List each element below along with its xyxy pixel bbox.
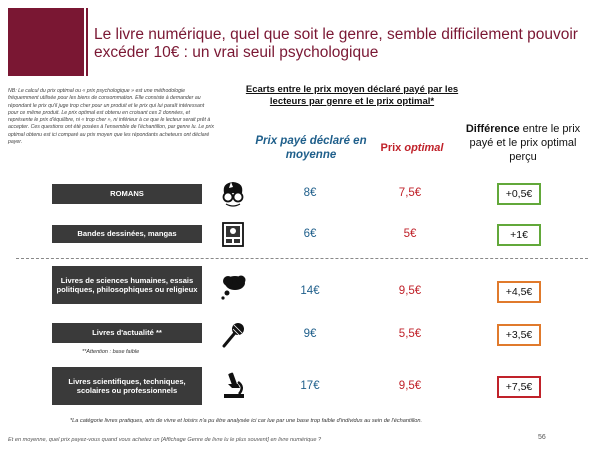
optimal-price-value: 9,5€ <box>398 380 422 392</box>
title-accent-rule <box>86 8 88 76</box>
source-question: Et en moyenne, quel prix payez-vous quand vous achetez un [Affichage Genre de livre lu le plus souvent] en livre numérique ? <box>8 437 322 443</box>
optimal-price-value: 7,5€ <box>398 187 422 199</box>
attention-note: **Attention : base faible <box>82 349 140 355</box>
column-header-paid-price: Prix payé déclaré en moyenne <box>255 135 367 161</box>
optimal-price-value: 9,5€ <box>398 285 422 297</box>
paid-price-value: 17€ <box>300 380 320 392</box>
comic-book-icon <box>218 219 248 249</box>
category-current-affairs: Livres d'actualité ** <box>52 323 202 343</box>
difference-value: +7,5€ <box>497 376 541 398</box>
title-accent-block <box>8 8 84 76</box>
wizard-glasses-icon <box>218 179 248 209</box>
microscope-icon <box>218 370 248 400</box>
footnote: *La catégorie livres pratiques, arts de vivre et loisirs n'a pu être analysée ici car lue par une base trop faible d'individus au sein de l'échantillon. <box>70 418 423 424</box>
paid-price-value: 9€ <box>303 328 317 340</box>
difference-value: +1€ <box>497 224 541 246</box>
difference-value: +3,5€ <box>497 324 541 346</box>
column-header-optimal-price <box>372 141 452 155</box>
column-header-difference <box>464 122 582 164</box>
paid-price-value: 14€ <box>300 285 320 297</box>
difference-label: Différence <box>465 123 520 135</box>
difference-rest: entre le prix payé et le prix optimal perçu <box>469 123 581 163</box>
methodology-note: NB: Le calcul du prix optimal ou « prix psychologique » est une méthodologie fréquemment utilisée pour les biens de consommation. Elle consiste à demander au répondant le prix qu'il juge trop cher pour un produit et le prix qui lui paraît intéressant pour ce même produit. Le prix optimal est obtenu en croisant ces 2 données, et représente le prix d'équilibre, ni « trop cher », ni inférieur à ce que le lecteur serait prêt à accepter. Ces questions ont été posées à l'ensemble de l'échantillon, par genre lu. Le prix optimal obtenu est ici comparé au prix moyen que les répondants acheteurs ont déclaré payer. <box>8 88 214 146</box>
optimal-label: optimal <box>404 142 444 154</box>
difference-value: +4,5€ <box>497 281 541 303</box>
thought-bubble-icon <box>218 272 248 302</box>
optimal-price-value: 5€ <box>403 228 417 240</box>
category-comics: Bandes dessinées, mangas <box>52 225 202 243</box>
section-divider <box>16 258 588 259</box>
paid-price-value: 6€ <box>303 228 317 240</box>
optimal-prefix: Prix <box>380 142 405 154</box>
difference-value: +0,5€ <box>497 183 541 205</box>
optimal-price-value: 5,5€ <box>398 328 422 340</box>
category-humanities: Livres de sciences humaines, essais politiques, philosophiques ou religieux <box>52 266 202 304</box>
table-heading: Ecarts entre le prix moyen déclaré payé par les lecteurs par genre et le prix optimal* <box>245 84 459 107</box>
page-number: 56 <box>538 434 546 441</box>
category-romans: ROMANS <box>52 184 202 204</box>
category-scientific: Livres scientifiques, techniques, scolaires ou professionnels <box>52 367 202 405</box>
microphone-icon <box>218 320 248 350</box>
page-title: Le livre numérique, quel que soit le genre, semble difficilement pouvoir excéder 10€ : un vrai seuil psychologique <box>94 26 578 61</box>
paid-price-value: 8€ <box>303 187 317 199</box>
